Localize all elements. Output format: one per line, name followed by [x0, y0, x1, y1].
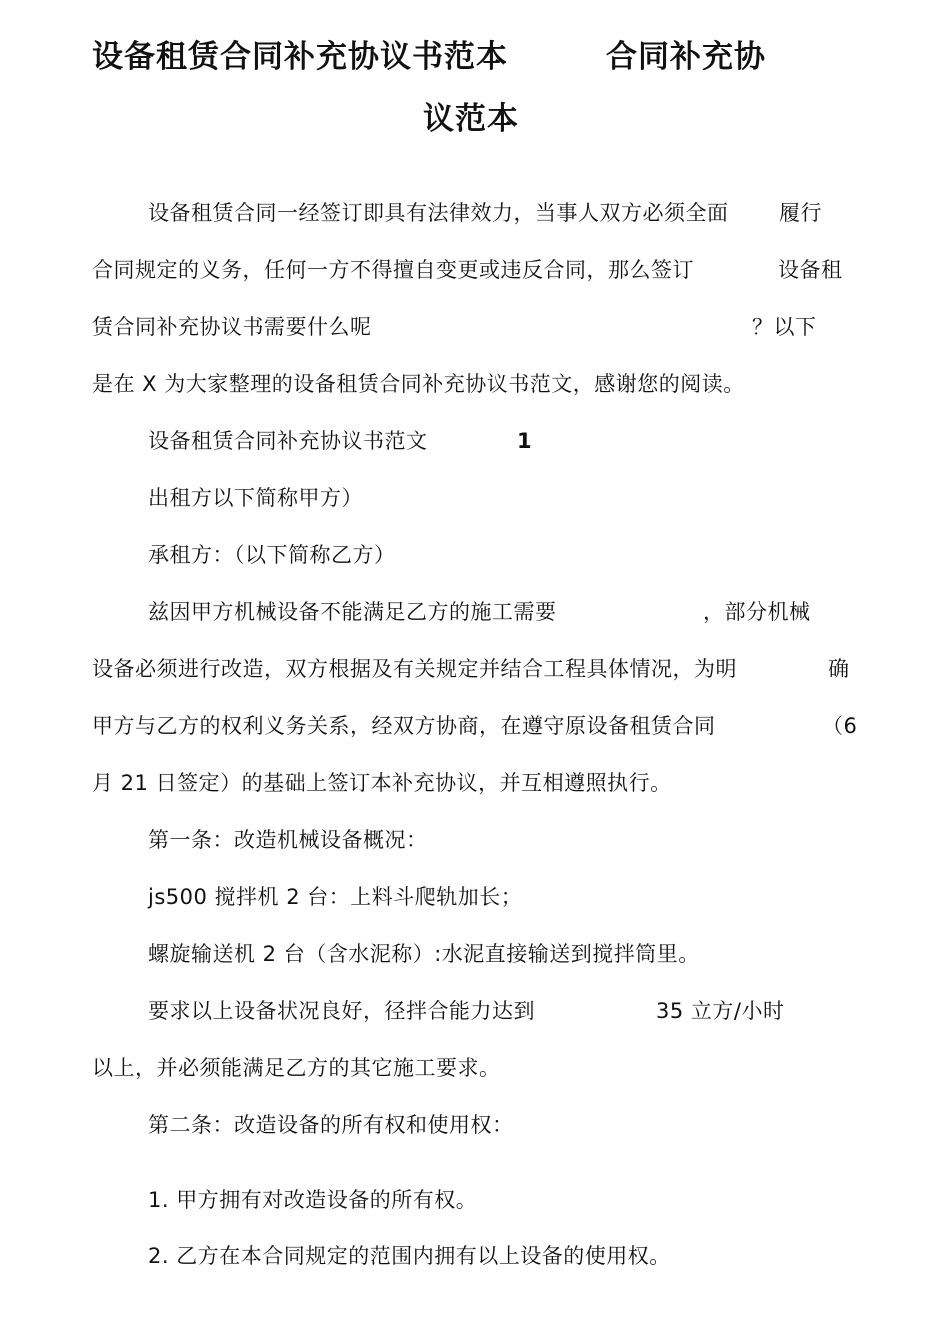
para-line-1a: 兹因甲方机械设备不能满足乙方的施工需要	[148, 600, 557, 624]
sample-heading: 设备租赁合同补充协议书范文	[148, 429, 428, 453]
title-line-1-part-a: 设备租赁合同补充协议书范本	[92, 39, 508, 75]
para-line-3a: 甲方与乙方的权利义务关系，经双方协商，在遵守原设备租赁合同	[92, 714, 716, 738]
title-line-2: 议范本	[423, 101, 519, 137]
lessor-line: 出租方以下简称甲方）	[148, 486, 363, 510]
para-line-3b: （6	[822, 714, 858, 738]
screw-conveyor-item: 螺旋输送机 2 台（含水泥称）:水泥直接输送到搅拌筒里。	[148, 942, 700, 966]
intro-line-4: 是在 X 为大家整理的设备租赁合同补充协议书范文，感谢您的阅读。	[92, 372, 745, 396]
intro-line-2b: 设备租	[778, 258, 843, 282]
article-1-heading: 第一条：改造机械设备概况：	[148, 828, 428, 852]
mixer-item: js500 搅拌机 2 台：上料斗爬轨加长；	[148, 885, 523, 909]
article-2-heading: 第二条：改造设备的所有权和使用权：	[148, 1113, 514, 1137]
sample-number: 1	[517, 429, 533, 453]
clause-1: 1. 甲方拥有对改造设备的所有权。	[148, 1188, 478, 1212]
para-line-4: 月 21 日签定）的基础上签订本补充协议，并互相遵照执行。	[92, 771, 672, 795]
para-line-1b: ，部分机械	[703, 600, 811, 624]
intro-line-3a: 赁合同补充协议书需要什么呢	[92, 315, 372, 339]
clause-2: 2. 乙方在本合同规定的范围内拥有以上设备的使用权。	[148, 1244, 671, 1268]
para-line-2a: 设备必须进行改造，双方根据及有关规定并结合工程具体情况，为明	[92, 657, 737, 681]
intro-line-1a: 设备租赁合同一经签订即具有法律效力，当事人双方必须全面	[148, 201, 729, 225]
intro-line-2a: 合同规定的义务，任何一方不得擅自变更或违反合同，那么签订	[92, 258, 694, 282]
intro-line-3b: ？以下	[752, 315, 817, 339]
lessee-line: 承租方：（以下简称乙方）	[148, 543, 396, 567]
intro-line-1b: 履行	[779, 201, 822, 225]
requirement-line-2: 以上，并必须能满足乙方的其它施工要求。	[92, 1056, 501, 1080]
title-line-1-part-b: 合同补充协	[606, 39, 766, 75]
requirement-line-1a: 要求以上设备状况良好，径拌合能力达到	[148, 999, 535, 1023]
requirement-line-1b: 35 立方/小时	[656, 999, 785, 1023]
para-line-2b: 确	[828, 657, 850, 681]
